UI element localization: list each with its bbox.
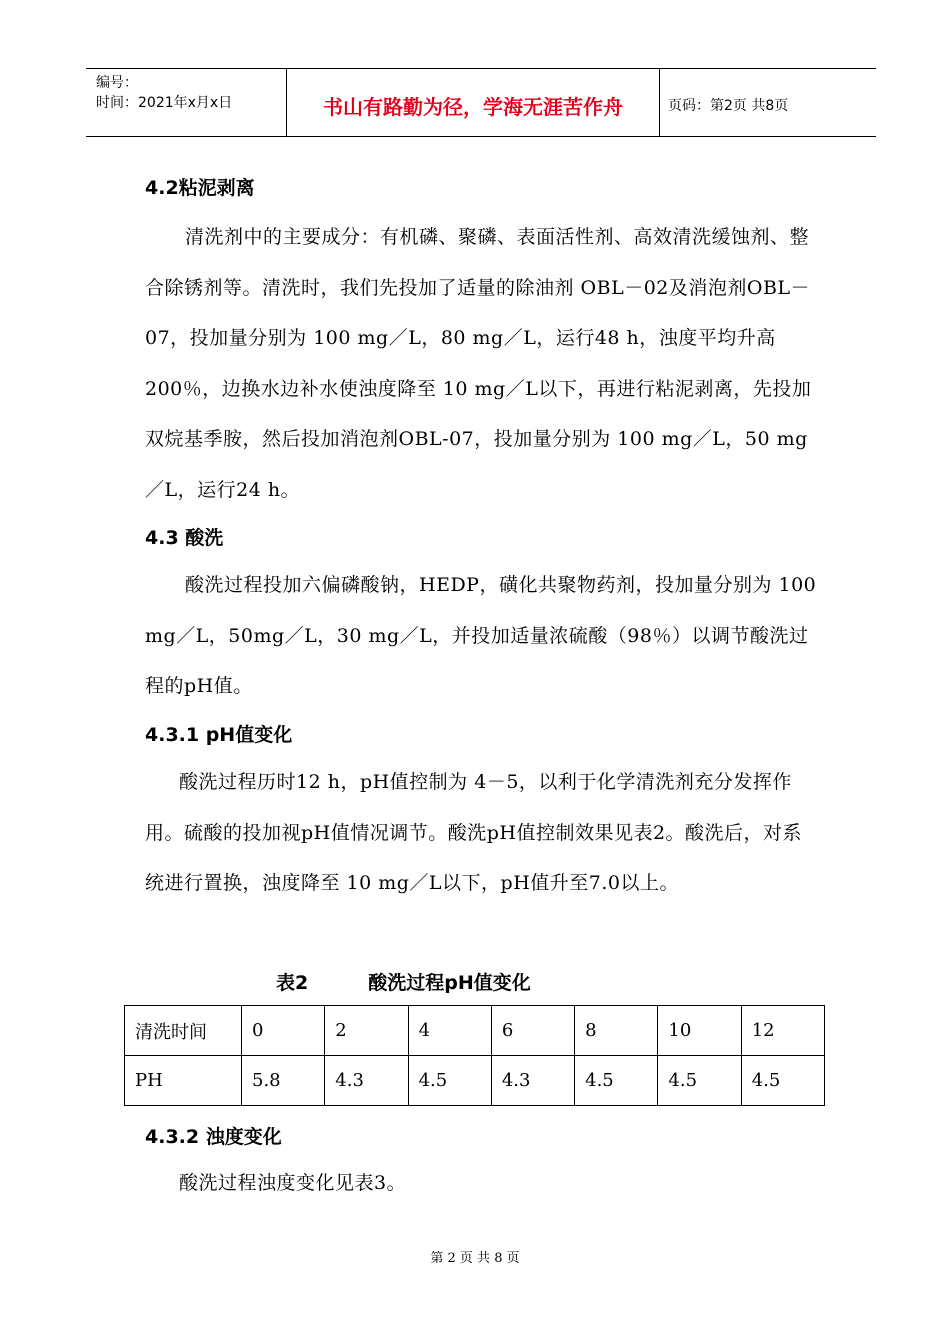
page-header bbox=[86, 68, 876, 137]
table-cell: 4.5 bbox=[575, 1056, 658, 1106]
table-cell: 4.5 bbox=[741, 1056, 824, 1106]
page-footer: 第 2 页 共 8 页 bbox=[430, 1251, 520, 1266]
table-cell: 4.5 bbox=[408, 1056, 491, 1106]
table-cell: 4 bbox=[408, 1006, 491, 1056]
table-cell: 4.5 bbox=[658, 1056, 741, 1106]
table-row bbox=[125, 1056, 825, 1106]
table-cell: 4.3 bbox=[325, 1056, 408, 1106]
section-4-2-title: 4.2粘泥剥离 bbox=[145, 177, 255, 199]
serial-label: 编号： bbox=[96, 75, 138, 91]
table-cell: 8 bbox=[575, 1006, 658, 1056]
table-cell: 12 bbox=[741, 1006, 824, 1056]
section-4-3-2-title: 4.3.2 浊度变化 bbox=[145, 1126, 282, 1148]
header-meta bbox=[86, 69, 287, 136]
ph-change-table bbox=[124, 1005, 825, 1106]
table-cell: 5.8 bbox=[242, 1056, 325, 1106]
table-header-cell: PH bbox=[125, 1056, 242, 1106]
section-4-2-text: 清洗剂中的主要成分：有机磷、聚磷、表面活性剂、高效清洗缓蚀剂、整合除锈剂等。清洗时，我们先投加了适量的除油剂 OBL－02及消泡剂OBL－07，投加量分别为 100 mg／L，80 mg／L，运行48 h，浊度平均升高200％，边换水边补水使浊度降至 10 mg／L以下，再进行粘泥剥离，先投加双烷基季胺，然后投加消泡剂OBL-07，投加量分别为 100 mg／L，50 mg／L，运行24 h。 bbox=[145, 226, 812, 501]
section-4-3-text: 酸洗过程投加六偏磷酸钠，HEDP，磺化共聚物药剂，投加量分别为 100 mg／L，50mg／L，30 mg／L，并投加适量浓硫酸（98％）以调节酸洗过程的pH值。 bbox=[145, 574, 817, 698]
table-2-caption-number: 表2 bbox=[276, 972, 309, 994]
section-4-3-2-text: 酸洗过程浊度变化见表3。 bbox=[179, 1172, 407, 1194]
table-cell: 0 bbox=[242, 1006, 325, 1056]
table-cell: 2 bbox=[325, 1006, 408, 1056]
section-4-3-1-title: 4.3.1 pH值变化 bbox=[145, 724, 293, 746]
time-label: 时间：2021年x月x日 bbox=[96, 95, 233, 111]
section-4-3-1-text: 酸洗过程历时12 h，pH值控制为 4－5，以利于化学清洗剂充分发挥作用。硫酸的投加视pH值情况调节。酸洗pH值控制效果见表2。酸洗后，对系统进行置换，浊度降至 10 mg／L以下，pH值升至7.0以上。 bbox=[145, 771, 803, 895]
header-motto: 书山有路勤为径，学海无涯苦作舟 bbox=[287, 69, 660, 136]
header-page-info: 页码：第2页 共8页 bbox=[668, 97, 789, 114]
table-cell: 6 bbox=[491, 1006, 574, 1056]
table-header-cell: 清洗时间 bbox=[125, 1006, 242, 1056]
section-4-3-title: 4.3 酸洗 bbox=[145, 527, 224, 549]
table-cell: 10 bbox=[658, 1006, 741, 1056]
table-2-caption bbox=[276, 968, 531, 995]
table-2-caption-title: 酸洗过程pH值变化 bbox=[368, 972, 531, 994]
table-cell: 4.3 bbox=[491, 1056, 574, 1106]
table-row bbox=[125, 1006, 825, 1056]
